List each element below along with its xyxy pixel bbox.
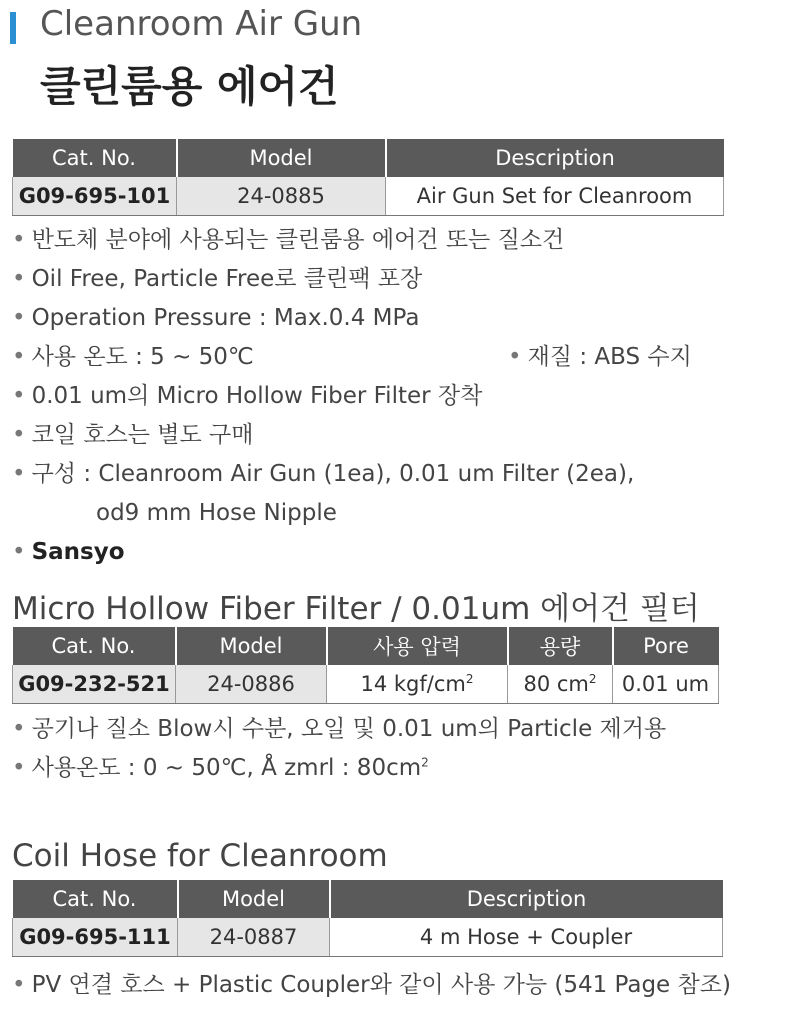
- coil-hose-section-title: Coil Hose for Cleanroom: [12, 838, 388, 874]
- list-item: • 사용온도 : 0 ~ 50℃, Å zmrl : $80cm^2$: [12, 755, 429, 781]
- brand-name: Sansyo: [31, 539, 125, 565]
- coil-hose-table: [12, 880, 723, 957]
- table-row: [13, 918, 723, 957]
- list-item: • 구성 : Cleanroom Air Gun (1ea), 0.01 um Filter (2ea),: [12, 461, 635, 487]
- list-item: • 코일 호스는 별도 구매: [12, 422, 254, 448]
- filter-features: [12, 710, 792, 788]
- list-item: • Operation Pressure : Max.0.4 MPa: [12, 305, 420, 331]
- air-gun-table: [12, 139, 724, 216]
- table-header-row: [13, 139, 724, 177]
- cell-cat-no: G09-695-111: [13, 918, 178, 957]
- bullet-dot: •: [12, 539, 26, 565]
- table-row: [13, 177, 724, 216]
- bullet-dot: •: [12, 422, 26, 448]
- filter-table: [12, 627, 719, 704]
- cell-description: 4 m Hose + Coupler: [330, 918, 723, 957]
- bullet-dot: •: [12, 716, 26, 742]
- bullet-dot: •: [12, 383, 26, 409]
- material-item: • 재질 : ABS 수지: [508, 344, 692, 370]
- bullet-dot: •: [12, 305, 26, 331]
- cell-pore: 0.01 um: [613, 665, 719, 704]
- table-row: [13, 665, 719, 704]
- header-pressure: 사용 압력: [327, 627, 508, 665]
- header-model: Model: [176, 627, 327, 665]
- header-description: Description: [330, 880, 723, 918]
- air-gun-features: [12, 221, 792, 572]
- table-header-row: [13, 627, 719, 665]
- header-pore: Pore: [613, 627, 719, 665]
- cell-model: 24-0885: [177, 177, 386, 216]
- bullet-dot: •: [12, 227, 26, 253]
- cell-cat-no: G09-695-101: [13, 177, 177, 216]
- cell-capacity: 80 $cm^2$: [508, 665, 613, 704]
- header-cat-no: Cat. No.: [13, 627, 176, 665]
- table-header-row: [13, 880, 723, 918]
- bullet-dot: •: [12, 344, 26, 370]
- bullet-dot: •: [12, 461, 26, 487]
- list-item: • 공기나 질소 Blow시 수분, 오일 및 0.01 um의 Particle 제거용: [12, 716, 667, 742]
- header-model: Model: [177, 139, 386, 177]
- coil-hose-notes: [12, 966, 797, 1005]
- cell-pressure: 14 kgf/$cm^2$: [327, 665, 508, 704]
- list-item: • 0.01 um의 Micro Hollow Fiber Filter 장착: [12, 383, 483, 409]
- cell-description: Air Gun Set for Cleanroom: [386, 177, 724, 216]
- list-item: • 사용 온도 : 5 ~ 50℃ • 재질 : ABS 수지: [12, 338, 792, 377]
- list-item: • PV 연결 호스 + Plastic Coupler와 같이 사용 가능 (541 Page 참조): [12, 972, 731, 998]
- list-item: • Oil Free, Particle Free로 클린팩 포장: [12, 266, 423, 292]
- header-cat-no: Cat. No.: [13, 139, 177, 177]
- page-title-ko: 클린룸용 에어건: [40, 62, 339, 111]
- header-description: Description: [386, 139, 724, 177]
- header-cat-no: Cat. No.: [13, 880, 178, 918]
- cell-model: 24-0887: [178, 918, 330, 957]
- header-capacity: 용량: [508, 627, 613, 665]
- list-item-continuation: od9 mm Hose Nipple: [96, 500, 337, 526]
- title-accent-bar: [10, 12, 16, 44]
- cell-model: 24-0886: [176, 665, 327, 704]
- list-item: • 반도체 분야에 사용되는 클린룸용 에어건 또는 질소건: [12, 227, 565, 253]
- bullet-dot: •: [12, 266, 26, 292]
- page-title-en: Cleanroom Air Gun: [40, 4, 363, 44]
- cell-cat-no: G09-232-521: [13, 665, 176, 704]
- filter-section-title: Micro Hollow Fiber Filter / 0.01um 에어건 필터: [12, 591, 700, 627]
- bullet-dot: •: [12, 972, 26, 998]
- bullet-dot: •: [12, 755, 26, 781]
- bullet-dot: •: [508, 344, 522, 370]
- list-item: [12, 533, 792, 572]
- header-model: Model: [178, 880, 330, 918]
